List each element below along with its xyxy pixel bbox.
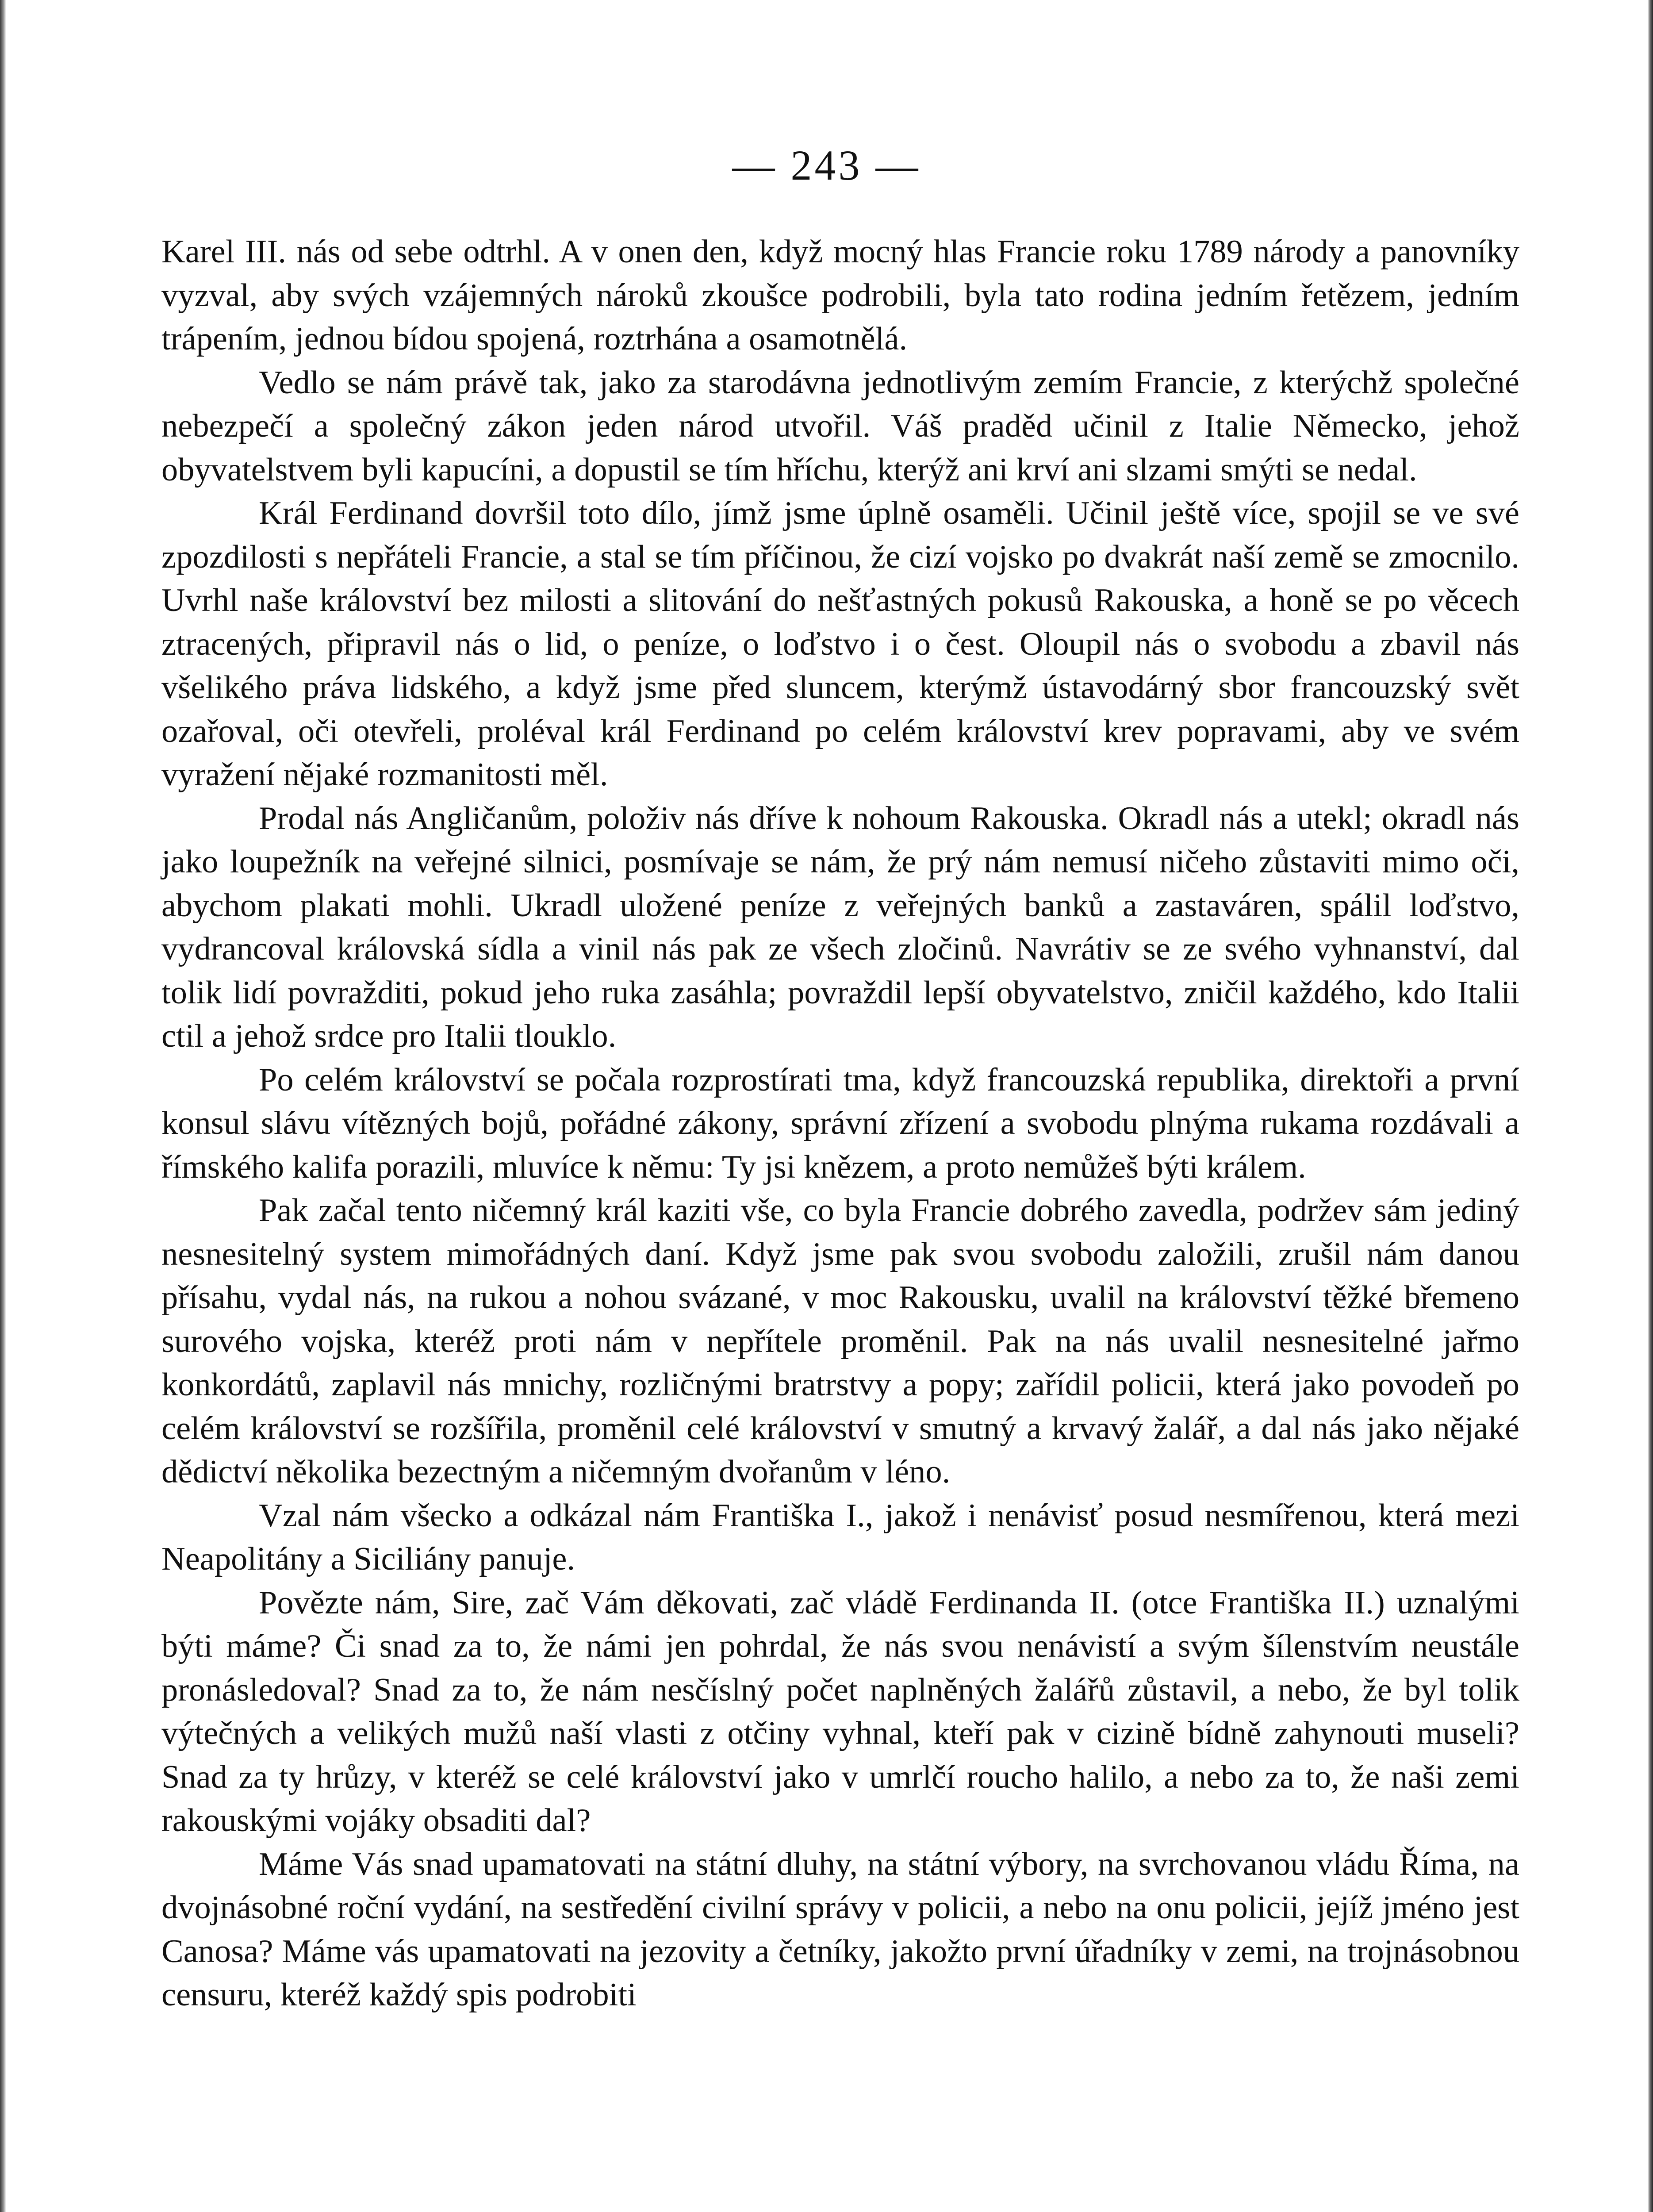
scan-edge-right: [1648, 0, 1653, 2212]
paragraph: Vedlo se nám právě tak, jako za starodávna jednotlivým zemím Francie, z kterýchž společné nebezpečí a společný zákon jeden národ utvořil. Váš praděd učinil z Italie Německo, jehož obyvatelstvem byli kapucíni, a dopustil se tím hříchu, kterýž ani krví ani slzami smýti se nedal.: [161, 364, 1519, 488]
paragraph: Prodal nás Angličanům, položiv nás dříve k nohoum Rakouska. Okradl nás a utekl; okradl nás jako loupežník na veřejné silnici, posmívaje se nám, že prý nám nemusí ničeho zůstaviti mimo oči, abychom plakati mohli. Ukradl uložené peníze z veřejných banků a zastaváren, spálil loďstvo, vydrancoval královská sídla a vinil nás pak ze všech zločinů. Navrátiv se ze svého vyhnanství, dal tolik lidí povražditi, pokud jeho ruka zasáhla; povraždil lepší obyvatelstvo, zničil každého, kdo Italii ctil a jehož srdce pro Italii tlouklo.: [161, 800, 1519, 1054]
paragraph: Vzal nám všecko a odkázal nám Františka I., jakož i nenávisť posud nesmířenou, která mezi Neapolitány a Siciliány panuje.: [161, 1497, 1519, 1577]
paragraph: Po celém království se počala rozprostírati tma, když francouzská republika, direktoři a první konsul slávu vítězných bojů, pořádné zákony, správní zřízení a svobodu plnýma rukama rozdávali a římského kalifa porazili, mluvíce k němu: Ty jsi knězem, a proto nemůžeš býti králem.: [161, 1061, 1519, 1185]
paragraph: Pak začal tento ničemný král kaziti vše, co byla Francie dobrého zavedla, podržev sám jediný nesnesitelný system mimořádných daní. Když jsme pak svou svobodu založili, zrušil nám danou přísahu, vydal nás, na rukou a nohou svázané, v moc Rakousku, uvalil na království těžké břemeno surového vojska, kteréž proti nám v nepřítele proměnil. Pak na nás uvalil nesnesitelné jařmo konkordátů, zaplavil nás mnichy, rozličnými bratrstvy a popy; zařídil policii, která jako povodeň po celém království se rozšířila, proměnil celé království v smutný a krvavý žalář, a dal nás jako nějaké dědictví několika bezectným a ničemným dvořanům v léno.: [161, 1192, 1519, 1490]
paragraph: Máme Vás snad upamatovati na státní dluhy, na státní výbory, na svrchovanou vládu Říma, na dvojnásobné roční vydání, na sestředění civilní správy v policii, a nebo na onu policii, jejíž jméno jest Canosa? Máme vás upamatovati na jezovity a četníky, jakožto první úřadníky v zemi, na trojnásobnou censuru, kteréž každý spis podrobiti: [161, 1846, 1519, 2013]
paragraph: Král Ferdinand dovršil toto dílo, jímž jsme úplně osaměli. Učinil ještě více, spojil se ve své zpozdilosti s nepřáteli Francie, a stal se tím příčinou, že cizí vojsko po dvakrát naší země se zmocnilo. Uvrhl naše království bez milosti a slitování do nešťastných pokusů Rakouska, a honě se po věcech ztracených, připravil nás o lid, o peníze, o loďstvo i o čest. Oloupil nás o svobodu a zbavil nás všelikého práva lidského, a když jsme před sluncem, kterýmž ústavodárný sbor francouzský svět ozařoval, oči otevřeli, proléval král Ferdinand po celém království krev popravami, aby ve svém vyražení nějaké rozmanitosti měl.: [161, 495, 1519, 793]
page-number: — 243 —: [732, 142, 921, 189]
paragraph: Povězte nám, Sire, zač Vám děkovati, zač vládě Ferdinanda II. (otce Františka II.) uznalými býti máme? Či snad za to, že námi jen pohrdal, že nás svou nenávistí a svým šílenstvím neustále pronásledoval? Snad za to, že nám nesčíslný počet naplněných žalářů zůstavil, a nebo, že byl tolik výtečných a velikých mužů naší vlasti z otčiny vyhnal, kteří pak v cizině bídně zahynouti museli? Snad za ty hrůzy, v kteréž se celé království jako v umrlčí roucho halilo, a nebo za to, že naši zemi rakouskými vojáky obsaditi dal?: [161, 1584, 1519, 1839]
body-text: [161, 230, 1519, 2017]
paragraph: Karel III. nás od sebe odtrhl. A v onen den, když mocný hlas Francie roku 1789 národy a panovníky vyzval, aby svých vzájemných nároků zkoušce podrobili, byla tato rodina jedním řetězem, jedním trápením, jednou bídou spojená, roztrhána a osamotnělá.: [161, 234, 1519, 357]
scan-edge-left: [0, 0, 6, 2212]
